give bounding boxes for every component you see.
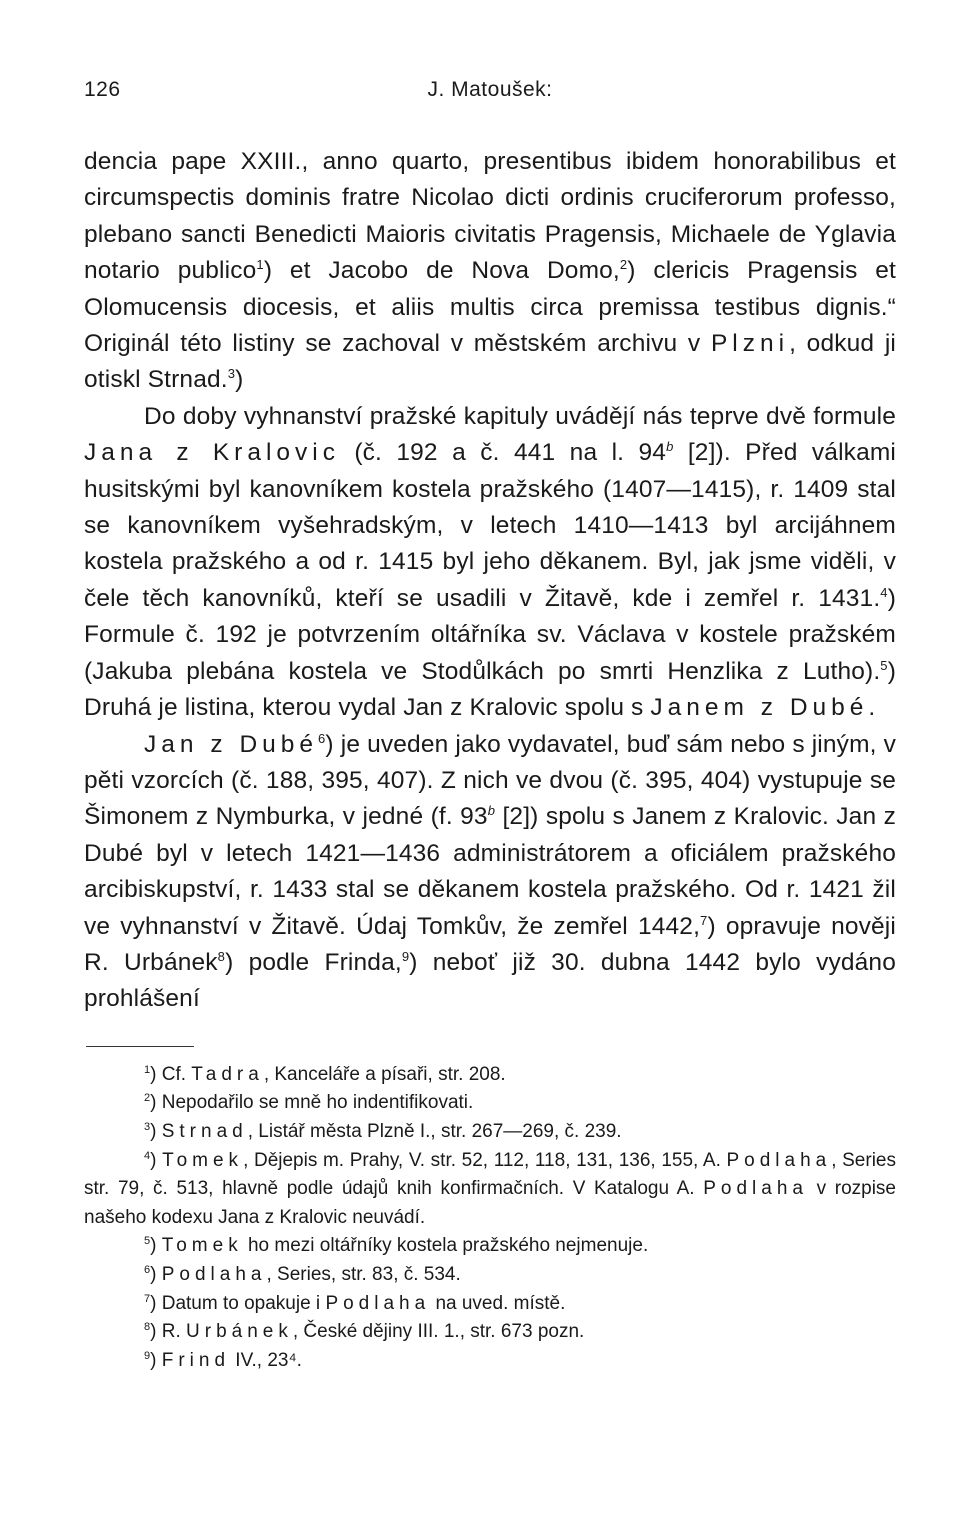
page xyxy=(84,72,896,1375)
spaced-text: Jana z Kralovic xyxy=(84,439,340,467)
spaced-text: Strnad xyxy=(161,1120,248,1142)
footnote-4 xyxy=(84,1147,896,1233)
text-run: ) xyxy=(150,1149,163,1171)
spaced-text: Jan z Dubé xyxy=(144,730,319,758)
text-run: ) opravuje nověji R. Urbánek xyxy=(84,912,896,976)
text-run: Do doby vyhnanství pražské kapituly uvádějí nás teprve dvě formule xyxy=(144,402,896,430)
footnote-number: 4 xyxy=(144,1149,151,1162)
footnote-number: 2 xyxy=(144,1092,151,1105)
footnote-ref: 9 xyxy=(401,948,410,964)
footnote-divider xyxy=(86,1046,194,1047)
text-run: , Kanceláře a písaři, str. 208. xyxy=(263,1063,506,1085)
spaced-text: Janem z Dubé xyxy=(650,694,869,722)
footnote-ref: 5 xyxy=(880,657,888,673)
text-run: . xyxy=(868,694,876,722)
page-header xyxy=(84,72,896,112)
text-run: ) Druhá je listina, kterou vydal Jan z Kralovic spolu s xyxy=(84,657,896,722)
text-run: ) Datum to opakuje i xyxy=(150,1292,326,1314)
text-run: ho mezi oltářníky kostela pražského nejmenuje. xyxy=(242,1235,649,1257)
folio-side: b xyxy=(666,439,674,455)
text-run: , České dějiny III. 1., str. 673 pozn. xyxy=(292,1321,585,1343)
footnote-ref: 8 xyxy=(217,948,226,964)
text-run: na uved. místě. xyxy=(430,1292,566,1314)
text-run: [2]). Před válkami husitskými byl kanovníkem kostela pražského (1407—1415), r. 1409 stal se kanovníkem vyšehradským, v letech 1410—1413 byl arcijáhnem kostela pražského a od r. 1415 byl jeho děkanem. Byl, jak jsme viděli, v čele těch kanovníků, kteří se usadili v Žitavě, kde i zemřel r. 1431. xyxy=(84,439,896,612)
text-run: ) xyxy=(150,1263,162,1285)
footnote-7 xyxy=(84,1290,896,1319)
page-number: 126 xyxy=(84,78,121,101)
spaced-text: Urbánek xyxy=(186,1321,293,1343)
text-run: ) xyxy=(235,366,244,394)
footnote-9 xyxy=(84,1347,896,1376)
footnote-number: 5 xyxy=(144,1235,151,1248)
text-run: ) neboť již 30. dubna 1442 bylo vydáno prohlášení xyxy=(84,948,896,1013)
text-run: ) je uveden jako vydavatel, buď sám nebo s jiným, v pěti vzorcích (č. 188, 395, 407). Z nich ve dvou (č. 395, 404) vystupuje se Šimonem z Nymburka, v jedné (f. 93 xyxy=(84,730,896,831)
footnote-3 xyxy=(84,1118,896,1147)
footnote-ref: 2 xyxy=(619,257,628,273)
footnote-ref: 3 xyxy=(227,366,236,382)
footnote-number: 6 xyxy=(144,1263,151,1276)
text-run: ) xyxy=(150,1120,162,1142)
spaced-text: Tadra xyxy=(191,1063,264,1085)
text-run: , odkud ji otiskl Strnad. xyxy=(84,330,897,394)
text-run: ) clericis Pragensis et Olomucensis diocesis, et aliis multis circa premissa testibus dignis.“ Originál této listiny se zachoval v městském archivu v xyxy=(84,257,896,358)
text-run: ) et Jacobo de Nova Domo, xyxy=(263,257,620,285)
paragraph-3 xyxy=(84,727,896,1018)
text-run: [2]) spolu s Janem z Kralovic. Jan z Dubé byl v letech 1421—1436 administrátorem a oficiálem pražského arcibiskupství, r. 1433 stal se děkanem kostela pražského. Od r. 1421 žil ve vyhnanství v Žitavě. Údaj Tomkův, že zemřel 1442, xyxy=(84,803,896,940)
footnote-ref: 1 xyxy=(256,257,264,273)
text-run: ) Cf. xyxy=(150,1063,192,1085)
text-run: , Series, str. 83, č. 534. xyxy=(266,1263,461,1285)
body-text xyxy=(84,144,896,1018)
footnote-number: 3 xyxy=(144,1120,151,1133)
footnote-5 xyxy=(84,1232,896,1261)
spaced-text: Podlaha xyxy=(325,1292,431,1314)
text-run: ) Nepodařilo se mně ho indentifikovati. xyxy=(150,1092,474,1114)
footnote-2 xyxy=(84,1089,896,1118)
spaced-text: Plzni xyxy=(710,330,790,358)
paragraph-1 xyxy=(84,144,896,399)
footnote-ref: 4 xyxy=(880,584,888,600)
footnote-ref: 6 xyxy=(318,730,326,746)
spaced-text: Frind xyxy=(161,1349,231,1371)
text-run: v rozpise našeho kodexu Jana z Kralovic neuvádí. xyxy=(84,1178,896,1228)
footnote-1 xyxy=(84,1061,896,1090)
spaced-text: Podlaha xyxy=(161,1263,267,1285)
text-run: dencia pape XXIII., anno quarto, presentibus ibidem honorabilibus et circumspectis dominis fratre Nicolao dicti ordinis cruciferorum professo, plebano sancti Benedicti Maioris civitatis Pragensis, Michaele de Yglavia notario publico xyxy=(84,148,896,285)
text-run: , Listář města Plzně I., str. 267—269, č. 239. xyxy=(247,1120,622,1142)
running-head: J. Matoušek: xyxy=(427,78,553,101)
text-run: , Series str. 79, č. 513, hlavně podle údajů knih konfirmačních. V Katalogu A. xyxy=(84,1149,896,1200)
footnote-ref: 7 xyxy=(700,912,708,928)
text-run: ) Formule č. 192 je potvrzením oltářníka sv. Václava v kostele pražském (Jakuba plebána kostela ve Stodůlkách po smrti Henzlika z Lutho). xyxy=(84,584,896,685)
text-run: (č. 192 a č. 441 na l. 94 xyxy=(339,439,667,467)
text-run: , Dějepis m. Prahy, V. str. 52, 112, 118, 131, 136, 155, A. xyxy=(243,1149,727,1171)
footnote-6 xyxy=(84,1261,896,1290)
footnote-number: 1 xyxy=(144,1063,151,1076)
spaced-text: Tomek xyxy=(161,1235,243,1257)
footnote-number: 8 xyxy=(144,1321,151,1334)
folio-side: b xyxy=(487,803,496,819)
text-run: ) podle Frinda, xyxy=(225,948,402,976)
spaced-text: Podlaha xyxy=(703,1178,808,1200)
footnotes xyxy=(84,1061,896,1376)
text-run: ) R. xyxy=(150,1321,187,1343)
paragraph-2 xyxy=(84,399,896,727)
text-run: IV., 23⁴. xyxy=(230,1349,302,1371)
text-run: ) xyxy=(150,1235,162,1257)
footnote-number: 7 xyxy=(144,1292,151,1305)
footnote-8 xyxy=(84,1318,896,1347)
spaced-text: Podlaha xyxy=(726,1149,832,1171)
spaced-text: Tomek xyxy=(162,1149,244,1171)
text-run: ) xyxy=(150,1349,162,1371)
footnote-number: 9 xyxy=(144,1349,151,1362)
